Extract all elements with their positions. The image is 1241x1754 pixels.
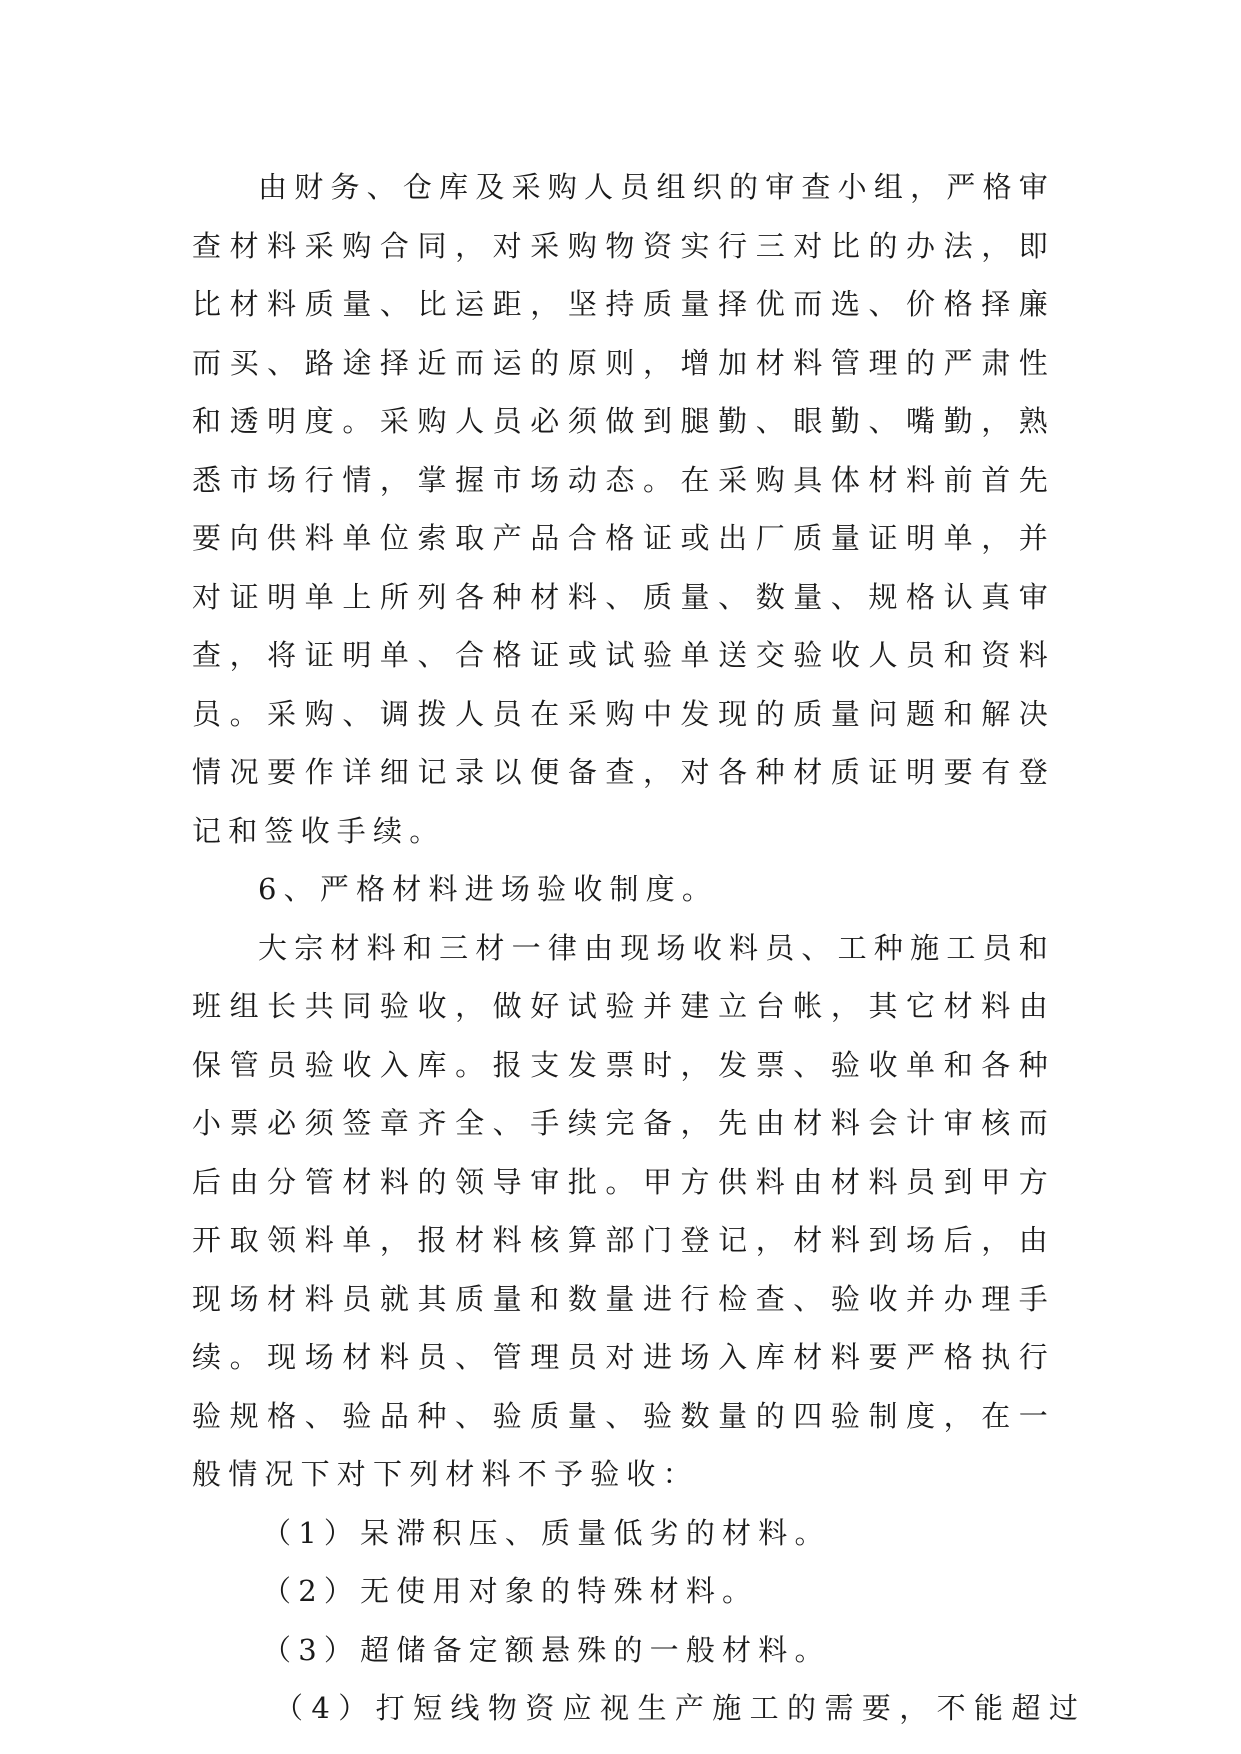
- list-item: （1）呆滞积压、质量低劣的材料。: [262, 1515, 831, 1550]
- list-item: （2）无使用对象的特殊材料。: [262, 1574, 759, 1608]
- paragraph-procurement-review: 由财务、仓库及采购人员组织的审查小组，严格审查材料采购合同，对采购物资实行三对比的办法，即比材料质量、比运距，坚持质量择优而选、价格择廉而买、路途择近而运的原则，增加材料管理的严肃性和透明度。采购人员必须做到腿勤、眼勤、嘴勤，熟悉市场行情，掌握市场动态。在采购具体材料前首先要向供料单位索取产品合格证或出厂质量证明单，并对证明单上所列各种材料、质量、数量、规格认真审查，将证明单、合格证或试验单送交验收人员和资料员。采购、调拨人员在采购中发现的质量问题和解决情况要作详细记录以便备查，对各种材质证明要有登记和签收手续。: [192, 170, 1055, 848]
- paragraph-acceptance-rules: 大宗材料和三材一律由现场收料员、工种施工员和班组长共同验收，做好试验并建立台帐，其它材料由保管员验收入库。报支发票时，发票、验收单和各种小票必须签章齐全、手续完备，先由材料会计审核而后由分管材料的领导审批。甲方供料由材料员到甲方开取领料单，报材料核算部门登记，材料到场后，由现场材料员就其质量和数量进行检查、验收并办理手续。现场材料员、管理员对进场入库材料要严格执行验规格、验品种、验质量、验数量的四验制度，在一般情况下对下列材料不予验收：: [192, 930, 1055, 1491]
- list-item: （3）超储备定额悬殊的一般材料。: [262, 1632, 831, 1667]
- section-heading-acceptance: 6、严格材料进场验收制度。: [258, 872, 719, 906]
- list-item: （4）打短线物资应视生产施工的需要，不能超过: [274, 1691, 1087, 1725]
